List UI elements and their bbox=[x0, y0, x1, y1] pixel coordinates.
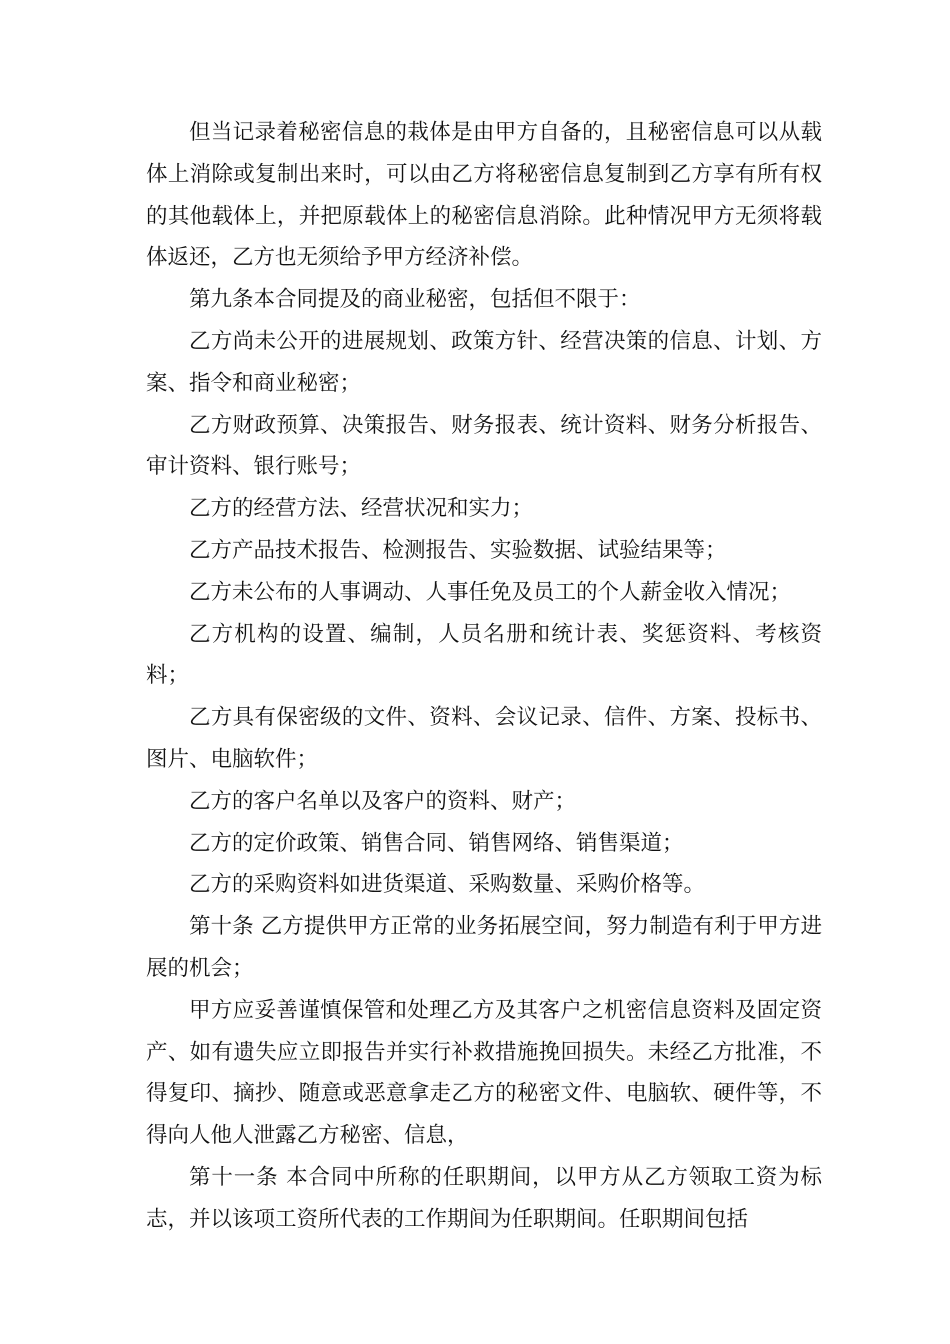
paragraph-organization-setup: 乙方机构的设置、编制，人员名册和统计表、奖惩资料、考核资料； bbox=[146, 621, 822, 689]
paragraph-development-plans: 乙方尚未公开的进展规划、政策方针、经营决策的信息、计划、方案、指令和商业秘密； bbox=[146, 328, 822, 396]
paragraph-pricing-policy: 乙方的定价政策、销售合同、销售网络、销售渠道； bbox=[189, 830, 684, 856]
paragraph-technical-reports: 乙方产品技术报告、检测报告、实验数据、试验结果等； bbox=[189, 537, 727, 563]
paragraph-personnel-changes: 乙方未公布的人事调动、人事任免及员工的个人薪金收入情况； bbox=[189, 579, 792, 605]
paragraph-carrier-copy: 但当记录着秘密信息的栽体是由甲方自备的，且秘密信息可以从载体上消除或复制出来时，可以由乙方将秘密信息复制到乙方享有所有权的其他载体上，并把原载体上的秘密信息消除。此种情况甲方无须将载体返还，乙方也无须给予甲方经济补偿。 bbox=[146, 120, 822, 271]
document-body bbox=[146, 112, 822, 1241]
paragraph-financial-budget: 乙方财政预算、决策报告、财务报表、统计资料、财务分析报告、审计资料、银行账号； bbox=[146, 412, 822, 480]
paragraph-customer-list: 乙方的客户名单以及客户的资料、财产； bbox=[189, 788, 577, 814]
paragraph-article-10: 第十条 乙方提供甲方正常的业务拓展空间，努力制造有利于甲方进展的机会； bbox=[146, 914, 822, 981]
paragraph-procurement-data: 乙方的采购资料如进货渠道、采购数量、采购价格等。 bbox=[189, 872, 706, 898]
paragraph-business-methods: 乙方的经营方法、经营状况和实力； bbox=[189, 496, 534, 522]
paragraph-article-9-heading: 第九条本合同提及的商业秘密，包括但不限于： bbox=[189, 287, 641, 313]
paragraph-classified-documents: 乙方具有保密级的文件、资料、会议记录、信件、方案、投标书、图片、电脑软件； bbox=[146, 705, 822, 772]
paragraph-article-11: 第十一条 本合同中所称的任职期间，以甲方从乙方领取工资为标志，并以该项工资所代表的工作期间为任职期间。任职期间包括 bbox=[146, 1164, 822, 1232]
paragraph-custody-obligations: 甲方应妥善谨慎保管和处理乙方及其客户之机密信息资料及固定资产、如有遗失应立即报告并实行补救措施挽回损失。未经乙方批准，不得复印、摘抄、随意或恶意拿走乙方的秘密文件、电脑软、硬件等，不得向人他人泄露乙方秘密、信息， bbox=[146, 997, 822, 1149]
